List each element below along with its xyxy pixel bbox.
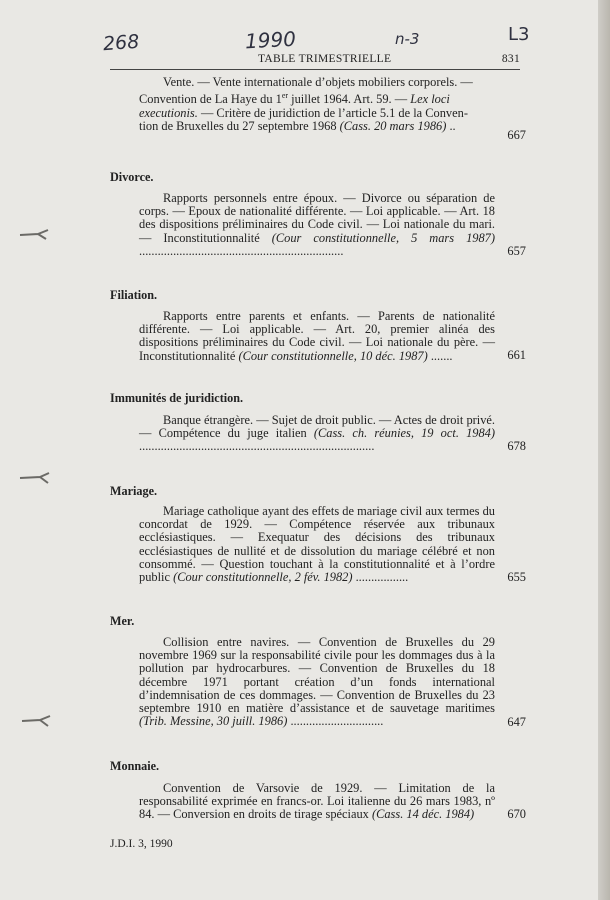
- entry-mariage-page: 655: [507, 570, 526, 584]
- entry-immunites-page: 678: [507, 439, 526, 453]
- header-page-number: 831: [501, 53, 520, 65]
- staple-mark: [18, 470, 52, 486]
- header-title: TABLE TRIMESTRIELLE: [258, 53, 392, 65]
- entry-monnaie: Convention de Varsovie de 1929. — Limitation de la responsabilité exprimée en francs-or. Loi italienne du 26 mars 1983, nº 84. — Conversion en droits de tirage spéciaux (Cass. 14 déc. 1984): [139, 781, 495, 822]
- handwritten-year: 1990: [244, 26, 297, 54]
- handwritten-issue: n-3: [395, 30, 420, 48]
- entry-divorce: Rapports personnels entre époux. — Divorce ou séparation de corps. — Epoux de nationalité différente. — Loi applicable. — Art. 18 des dispositions préliminaires du Code civil. — Loi nationale du mari. — Inconstitutionnalité (Cour constitutionnelle, 5 mars 1987) ..................................................................: [139, 191, 495, 258]
- entry-mariage: Mariage catholique ayant des effets de mariage civil aux termes du concordat de 1929. — Compétence réservée aux tribunaux ecclésiastiques. — Exequatur des décisions des tribunaux ecclésiastiques de nullité et de dissolution du mariage célébré et non consommé. — Question touchant à la constitutionnalité et à l’ordre public (Cour constitutionnelle, 2 fév. 1982) .................: [139, 504, 495, 585]
- running-header: [110, 53, 520, 70]
- entry-filiation: Rapports entre parents et enfants. — Parents de nationalité différente. — Loi applicable. — Art. 20, premier alinéa des dispositions préliminaires du Code civil. — Loi nationale du père. — Inconstitutionnalité (Cour constitutionnelle, 10 déc. 1987) .......: [139, 309, 495, 363]
- entry-vente: Vente. — Vente internationale d’objets mobiliers corporels. — Convention de La Haye du 1er juillet 1964. Art. 59. — Lex loci executionis. — Critère de juridiction de l’article 5.1 de la Conven- tion de Bruxelles du 27 septembre 1968 (Cass. 20 mars 1986) ..: [139, 75, 473, 133]
- entry-divorce-page: 657: [507, 244, 526, 258]
- handwritten-code: L3: [508, 24, 530, 45]
- staple-mark: [18, 226, 52, 242]
- section-title-divorce: Divorce.: [110, 170, 154, 184]
- staple-mark: [18, 712, 52, 728]
- entry-immunites: Banque étrangère. — Sujet de droit public. — Actes de droit privé. — Compétence du juge italien (Cass. ch. réunies, 19 oct. 1984) ............................................................................: [139, 413, 495, 454]
- entry-vente-page: 667: [507, 128, 526, 142]
- entry-mer: Collision entre navires. — Convention de Bruxelles du 29 novembre 1969 sur la responsabilité civile pour les dommages dus à la pollution par hydrocarbures. — Convention de Bruxelles du 18 décembre 1971 portant création d’un fonds international d’indemnisation de ces dommages. — Convention de Bruxelles du 23 septembre 1910 en matière d’assistance et de sauvetage maritimes (Trib. Messine, 30 juill. 1986) ..............................: [139, 635, 495, 729]
- journal-footer: J.D.I. 3, 1990: [110, 838, 173, 850]
- page-edge: [598, 0, 610, 900]
- entry-monnaie-page: 670: [507, 807, 526, 821]
- section-title-immunites: Immunités de juridiction.: [110, 391, 244, 405]
- section-title-mariage: Mariage.: [110, 484, 158, 498]
- entry-mer-page: 647: [507, 715, 526, 729]
- section-title-mer: Mer.: [110, 614, 135, 628]
- section-title-filiation: Filiation.: [110, 288, 158, 302]
- entry-filiation-page: 661: [507, 348, 526, 362]
- section-title-monnaie: Monnaie.: [110, 759, 160, 773]
- handwritten-number: 268: [102, 30, 140, 56]
